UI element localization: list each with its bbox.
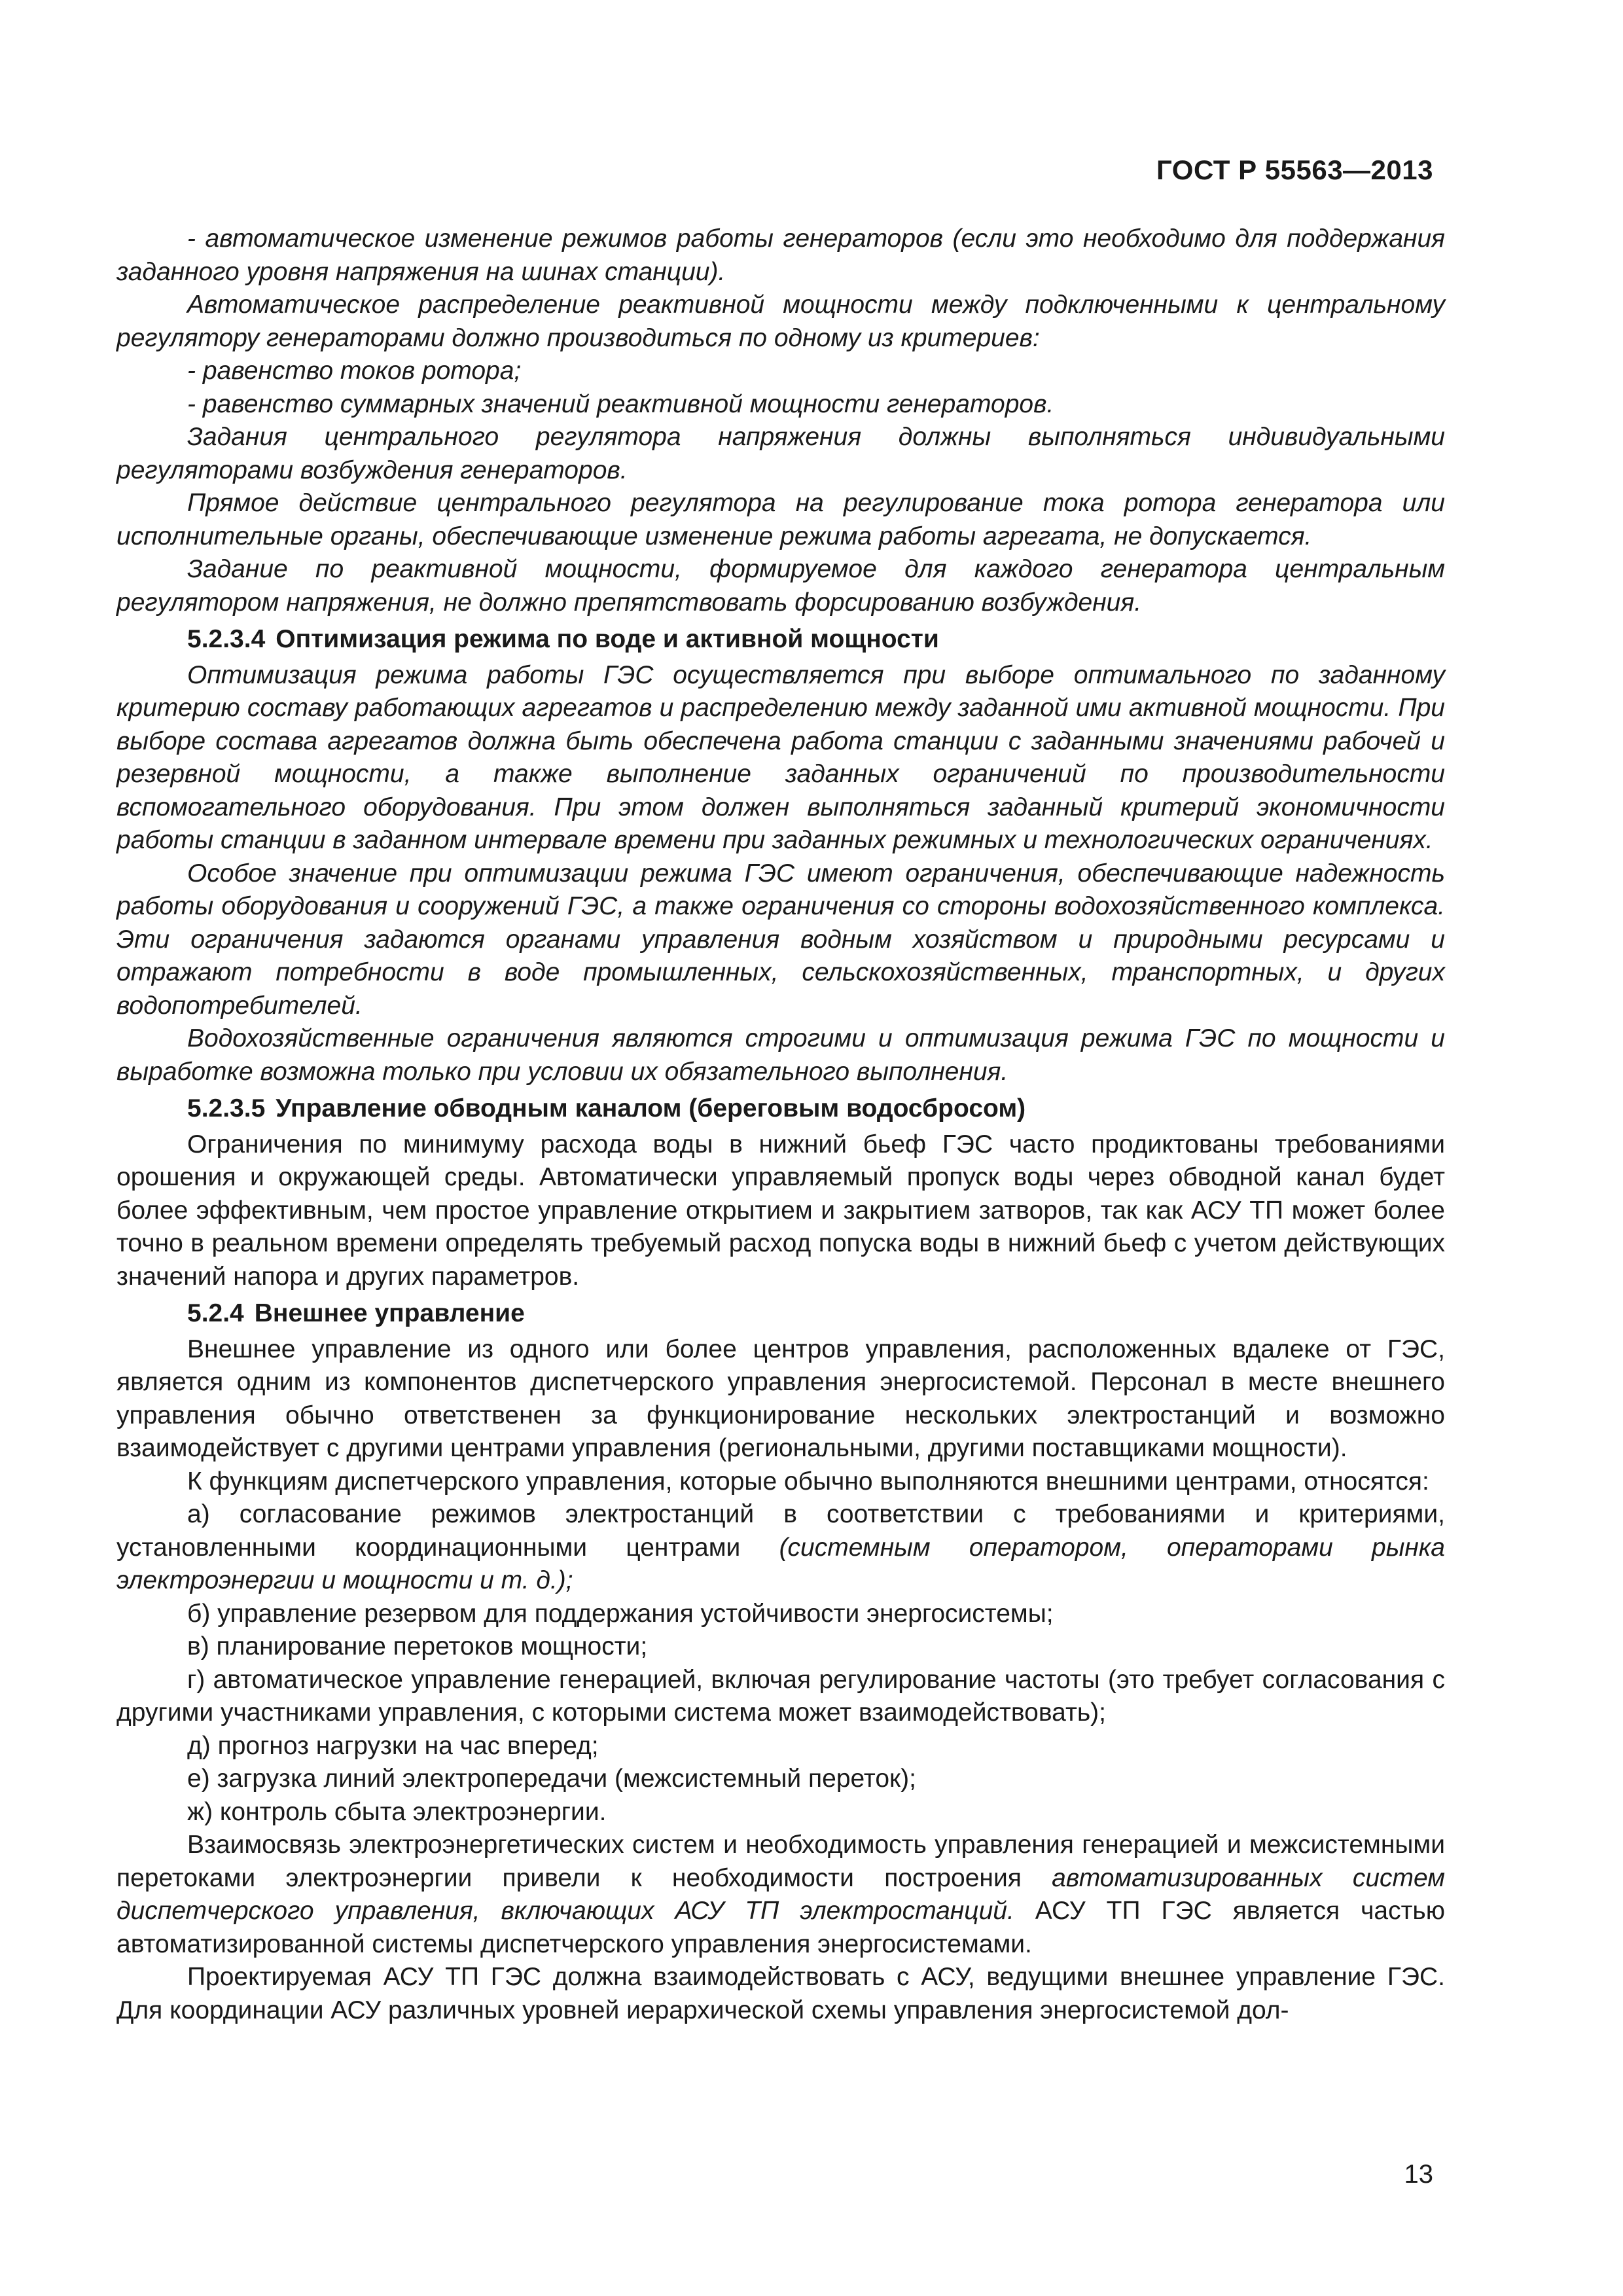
paragraph: Задания центрального регулятора напряжения должны выполняться индивидуальными регуляторами возбуждения генераторов. bbox=[116, 423, 1445, 484]
list-item: в) планирование перетоков мощности; bbox=[187, 1632, 648, 1660]
paragraph: Внешнее управление из одного или более центров управления, расположенных вдалеке от ГЭС, является одним из компонентов диспетчерского управления энергосистемой. Персонал в месте внешнего управления обычно ответственен за функционирование нескольких электростанций и возможно взаимодействует с другими центрами управления (региональными, другими поставщиками мощности). bbox=[116, 1335, 1445, 1462]
list-item-italic: (системным оператором, операторами рынка электроэнергии и мощности и т. д.); bbox=[116, 1533, 1445, 1594]
paragraph: Проектируемая АСУ ТП ГЭС должна взаимодействовать с АСУ, ведущими внешнее управление ГЭС. Для координации АСУ различных уровней иерархической схемы управления энергосистемой дол- bbox=[116, 1963, 1445, 2024]
list-item: д) прогноз нагрузки на час вперед; bbox=[187, 1731, 599, 1760]
list-item: ж) контроль сбыта электроэнергии. bbox=[187, 1797, 607, 1826]
paragraph: - автоматическое изменение режимов работы генераторов (если это необходимо для поддержания заданного уровня напряжения на шинах станции). bbox=[116, 224, 1445, 286]
list-item: е) загрузка линий электропередачи (межсистемный переток); bbox=[187, 1765, 916, 1793]
paragraph bbox=[116, 1829, 1445, 1961]
list-item: г) автоматическое управление генерацией, включая регулирование частоты (это требует согласования с другими участниками управления, с которыми система может взаимодействовать); bbox=[116, 1665, 1445, 1727]
section-title: Внешнее управление bbox=[254, 1299, 525, 1327]
paragraph: Водохозяйственные ограничения являются строгими и оптимизация режима ГЭС по мощности и выработке возможна только при условии их обязательного выполнения. bbox=[116, 1024, 1445, 1086]
page-content bbox=[116, 223, 1445, 2027]
section-title: Оптимизация режима по воде и активной мощности bbox=[276, 625, 939, 653]
paragraph-text: Взаимосвязь электроэнергетических систем и необходимость управления генерацией и межсистемными перетоками электроэнергии привели к необходимости построения bbox=[116, 1831, 1445, 1892]
section-heading-5234 bbox=[116, 619, 1445, 659]
section-number: 5.2.3.5 bbox=[187, 1094, 266, 1122]
list-item bbox=[116, 1498, 1445, 1598]
paragraph-italic: автоматизированных систем диспетчерского управления, включающих АСУ ТП электростанций. bbox=[116, 1863, 1445, 1925]
paragraph: Особое значение при оптимизации режима ГЭС имеют ограничения, обеспечивающие надежность работы оборудования и сооружений ГЭС, а также ограничения со стороны водохозяйственного комплекса. Эти ограничения задаются органами управления водным хозяйством и природными ресурсами и отражают потребности в воде промышленных, сельскохозяйственных, транспортных, и других водопотребителей. bbox=[116, 859, 1445, 1020]
paragraph: Прямое действие центрального регулятора на регулирование тока ротора генератора или исполнительные органы, обеспечивающие изменение режима работы агрегата, не допускается. bbox=[116, 489, 1445, 550]
paragraph-text: АСУ ТП ГЭС является частью автоматизированной системы диспетчерского управления энергосистемами. bbox=[116, 1897, 1446, 1958]
section-number: 5.2.4 bbox=[187, 1299, 244, 1327]
section-heading-5235 bbox=[116, 1088, 1445, 1128]
standard-header: ГОСТ Р 55563—2013 bbox=[1156, 154, 1433, 185]
section-number: 5.2.3.4 bbox=[187, 625, 266, 653]
section-heading-524 bbox=[116, 1293, 1445, 1333]
paragraph: Задание по реактивной мощности, формируемое для каждого генератора центральным регулятором напряжения, не должно препятствовать форсированию возбуждения. bbox=[116, 555, 1445, 617]
section-title: Управление обводным каналом (береговым водосбросом) bbox=[276, 1094, 1026, 1122]
paragraph: Оптимизация режима работы ГЭС осуществляется при выборе оптимального по заданному критерию составу работающих агрегатов и распределению между заданной ими активной мощности. При выборе состава агрегатов должна быть обеспечена работа станции с заданными значениями рабочей и резервной мощности, а также выполнение заданных ограничений по производительности вспомогательного оборудования. При этом должен выполняться заданный критерий экономичности работы станции в заданном интервале времени при заданных режимных и технологических ограничениях. bbox=[116, 660, 1445, 854]
list-item-text: а) согласование режимов электростанций в соответствии с требованиями и критериями, установленными координационными центрами bbox=[116, 1500, 1445, 1562]
paragraph: К функциям диспетчерского управления, которые обычно выполняются внешними центрами, относятся: bbox=[187, 1467, 1429, 1496]
list-item: б) управление резервом для поддержания устойчивости энергосистемы; bbox=[187, 1599, 1054, 1628]
paragraph: Автоматическое распределение реактивной мощности между подключенными к центральному регулятору генераторами должно производиться по одному из критериев: bbox=[116, 291, 1445, 352]
list-item: - равенство токов ротора; bbox=[187, 357, 522, 385]
paragraph: Ограничения по минимуму расхода воды в нижний бьеф ГЭС часто продиктованы требованиями орошения и окружающей среды. Автоматически управляемый пропуск воды через обводной канал будет более эффективным, чем простое управление открытием и закрытием затворов, так как АСУ ТП может более точно в реальном времени определять требуемый расход попуска воды в нижний бьеф с учетом действующих значений напора и других параметров. bbox=[116, 1130, 1445, 1291]
list-item: - равенство суммарных значений реактивной мощности генераторов. bbox=[187, 389, 1054, 418]
page-number: 13 bbox=[1404, 2160, 1433, 2189]
